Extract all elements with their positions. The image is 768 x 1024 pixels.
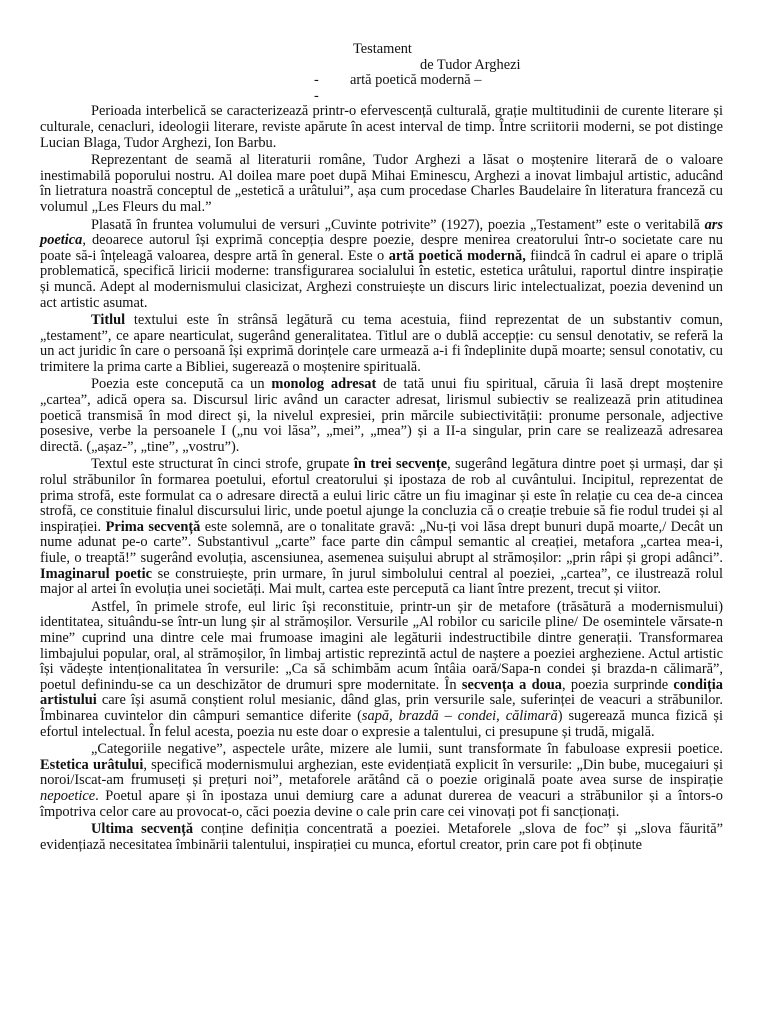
paragraph-8-text: , specifică modernismului arghezian, este evidențiată explicit în versurile: „Din bube, mucegaiuri și noroi/Iscat-am frumuseți și prețuri noi”, metaforele arătând că o poezie originală poate avea surse de inspirație [40,756,723,789]
paragraph-7-text: condiția artistului [40,676,723,709]
paragraph-9 [40,822,723,853]
document-title: Testament [353,41,412,57]
paragraph-7-text: ) sugerează munca fizică și efortul intelectual. În felul acesta, poezia nu este doar o expresie a talentului, ci presupune și trudă, migală. [40,707,723,740]
paragraph-3-text: artă poetică modernă, [388,247,526,264]
paragraph-5-text: Poezia este concepută ca un [91,376,272,393]
paragraph-9-text: conține definiția concentrată a poeziei. Metaforele „slova de foc” și „slova făurită” evidențiază necesitatea îmbinării talentului, inspirației cu munca, efortul creator, prin care pot fi obținute [40,821,723,853]
paragraph-8-text: „Categoriile negative”, aspectele urâte, mizere ale lumii, sunt transformate în fabuloase expresii poetice. [91,741,723,758]
paragraph-3-text: fiindcă în cadrul ei apare o triplă problematică, specifică liricii moderne: transfigurarea socialului în estetic, estetica urâtului, raportul dintre inspirație și muncă. Adept al modernismului clasicizat, Arghezi construiește un discurs liric intelectualizat, poezia devenind un act artistic asumat. [40,247,723,311]
paragraph-6-text: , sugerând legătura dintre poet și urmași, dar și rolul străbunilor în formarea poetului, efortul creatorului și ipostaza de rob al cuvântului. Incipitul, reprezentat de prima strofă, este formulat ca o adresare directă a eului liric către un fiu imaginar și este în relație cu cea de-a cincea strofă, ce constituie finalul discursului liric, unde poetul ajunge la concluzia că o creație trebuie să fie rodul trudei și al inspirației. [40,456,723,535]
paragraph-6 [40,457,723,597]
paragraph-8 [40,742,723,820]
paragraph-8-text: nepoetice [40,787,96,804]
paragraph-8-text: Estetica urâtului [40,756,144,773]
paragraph-4 [40,313,723,375]
paragraph-7-text: care își asumă conștient rolul mesianic, dând glas, prin versurile sale, suferinței de veacuri a străbunilor. Îmbinarea cuvintelor din câmpuri semantice diferite ( [40,692,723,724]
paragraph-7-text: , poezia surprinde [562,676,674,693]
subtitle-line [40,73,723,89]
paragraph-1 [40,104,723,151]
subtitle-text: artă poetică modernă – [350,72,482,89]
paragraph-3-text: , deoarece autorul își exprimă concepția despre poezie, despre menirea creatorului într-o societate care nu poate să-i înțeleagă valoarea, despre artă în general. Este o [40,232,723,264]
paragraph-6-text: este solemnă, are o tonalitate gravă: „Nu-ți voi lăsa drept bunuri după moarte,/ Decât un nume adunat pe-o carte”. Substantivul „carte” face parte din câmpul semantic al creației, metafora „cartea mea-i, fiule, o treaptă!” sugerând evoluția, ascensiunea, asemenea suișului abrupt al strămoșilor: „prin râpi și gropi adânci”. [40,518,723,566]
paragraph-4-text: textului este în strânsă legătură cu tema acestuia, fiind reprezentat de un substantiv comun, „testament”, ce apare nearticulat, sugerând generalitatea. Titlul are o dublă accepție: cu sensul denotativ, se referă la un act juridic în care o persoană își exprimă dorințele care urmează a-i fi îndeplinite după moarte; sensul conotativ, cu trimitere la prima carte a Bibliei, sugerează o moștenire spirituală. [40,312,723,375]
paragraph-6-text: Textul este structurat în cinci strofe, grupate [91,456,354,473]
paragraph-5 [40,377,723,455]
paragraph-7-text: secvența a doua [461,676,562,693]
paragraph-3-text: ars poetica [40,216,723,249]
paragraph-3-text: Plasată în fruntea volumului de versuri „Cuvinte potrivite” (1927), poezia „Testament” este o veritabilă [91,216,705,233]
paragraph-8-text: . Poetul apare și în ipostaza unui demiurg care a adunat durerea de veacuri a străbunilor și a întors-o împotriva celor care au provocat-o, căci poezia devine o cale prin care cei vinovați pot fi sancționați. [40,787,723,820]
paragraph-6-text: Imaginarul poetic [40,565,152,582]
paragraph-5-text: de tată unui fiu spiritual, căruia îi lasă drept moștenire „cartea”, adică opera sa. Discursul liric având un caracter adresat, lirismul subiectiv se realizează prin atitudinea poetică transmisă în mod direct și, la nivelul expresiei, prin mărcile subiectivității: pronume personale, adjective posesive, verbe la persoanele I („nu voi lăsa”, „mei”, „mea”) și a II-a singular, prin care se realizează adresarea directă. („așaz-”, „tine”, „vostru”). [40,376,723,455]
paragraph-2-text: Reprezentant de seamă al literaturii române, Tudor Arghezi a lăsat o moștenire literară de o valoare inestimabilă poporului nostru. Al doilea mare poet după Mihai Eminescu, Arghezi a inovat limbajul artistic, aducând în lietratura noastră conceptul de „estetică a urâtului”, așa cum procedase Charles Baudelaire în literatura franceză cu volumul „Les Fleurs du mal.” [40,152,723,215]
paragraph-5-text: monolog adresat [271,376,377,393]
paragraph-1-text: Perioada interbelică se caracterizează printr-o efervescență culturală, grație multitudinii de curente literare și culturale, cenacluri, ideologii literare, reviste apărute în acest interval de timp. Între scriitorii moderni, se pot distinge Lucian Blaga, Tudor Arghezi, Ion Barbu. [40,103,723,151]
paragraph-7 [40,600,723,740]
paragraph-7-text: Astfel, în primele strofe, eul liric își reconstituie, printr-un șir de metafore (trăsătură a modernismului) identitatea, situându-se într-un lung șir al strămoșilor. Versurile „Al robilor cu saricile pline/ De osemintele vărsate-n mine” cuprind una dintre cele mai frumoase imagini ale legăturii indestructibile dintre generații. Transformarea limbajului popular, oral, al strămoșilor, în limbaj artistic reprezintă actul de naștere a poeziei argheziene. Actul artistic își vădește intenționalitatea în versurile: „Ca să schimbăm acum întâia oară/Sapa-n condei și brazda-n călimară”, poetul definindu-se ca un deschizător de drumuri spre modernitate. În [40,598,723,693]
subtitle-dash: - [314,72,319,89]
paragraph-9-text: Ultima secvență [91,821,194,838]
paragraph-3 [40,218,723,312]
empty-dash-line: - [314,87,319,104]
paragraph-2 [40,153,723,215]
document-body [40,104,723,853]
paragraph-4-text: Titlul [91,312,126,329]
paragraph-7-text: sapă, brazdă – condei, călimară [361,707,558,724]
paragraph-6-text: Prima secvență [105,518,201,535]
document-page [40,42,723,853]
author-line: de Tudor Arghezi [420,56,521,73]
paragraph-6-text: se construiește, prin urmare, în jurul simbolului central al poeziei, „cartea”, ce ilustrează rolul major al artei în evoluția unei societăți. Mai mult, cartea este percepută ca liant între prezent, trecut și viitor. [40,565,723,598]
paragraph-6-text: în trei secvențe [353,456,448,473]
